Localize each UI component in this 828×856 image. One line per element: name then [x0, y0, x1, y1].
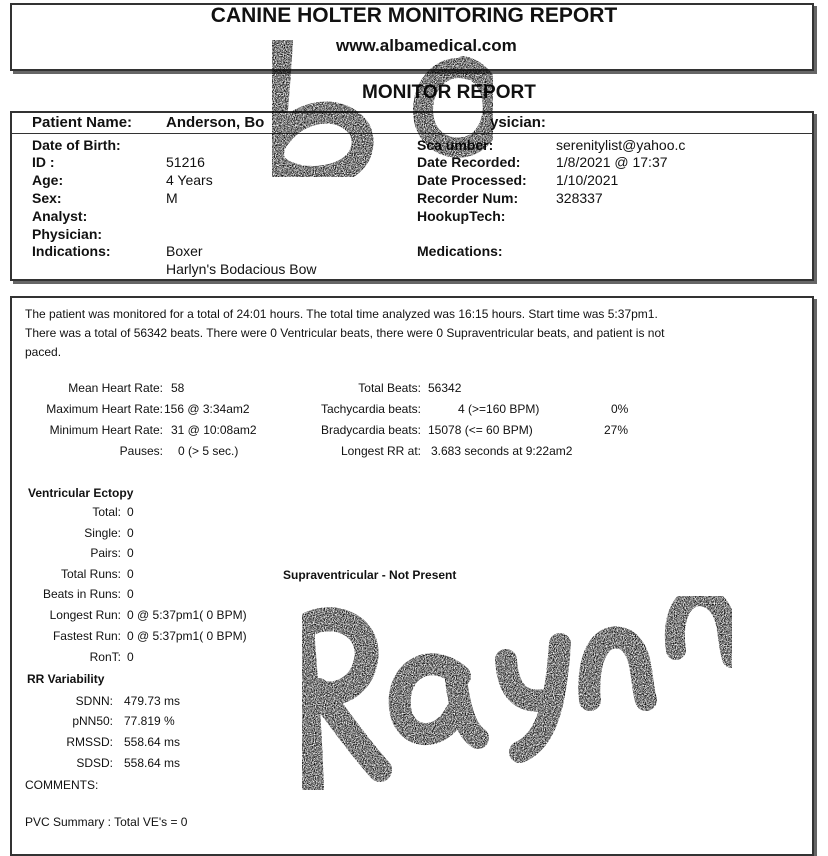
date-recorded-label: Date Recorded: — [417, 154, 521, 170]
date-recorded-value: 1/8/2021 @ 17:37 — [556, 154, 668, 170]
max-hr-value: 156 @ 3:34am2 — [164, 402, 250, 416]
ve-beats-in-runs-value: 0 — [127, 587, 134, 601]
recorder-num-label: Recorder Num: — [417, 190, 519, 206]
pauses-value: 0 (> 5 sec.) — [178, 444, 239, 458]
indications-value-breed: Boxer — [166, 243, 203, 259]
scribble-letter-R — [302, 619, 380, 790]
pnn50-value: 77.819 % — [124, 714, 175, 728]
dob-label: Date of Birth: — [32, 137, 121, 153]
longest-rr-value: 3.683 seconds at 9:22am2 — [431, 444, 573, 458]
ve-longest-run-value: 0 @ 5:37pm1( 0 BPM) — [127, 608, 247, 622]
total-beats-value: 56342 — [428, 381, 462, 395]
sdsd-value: 558.64 ms — [124, 756, 181, 770]
sdnn-value: 479.73 ms — [124, 694, 181, 708]
ve-total-runs-label: Total Runs: — [60, 567, 121, 581]
sex-label: Sex: — [32, 190, 62, 206]
summary-line-2: There was a total of 56342 beats. There were 0 Ventricular beats, there were 0 Supraventricular beats, and patient is not — [25, 326, 665, 340]
ve-fastest-run-label: Fastest Run: — [52, 629, 121, 643]
brady-percent: 27% — [604, 423, 629, 437]
analyst-label: Analyst: — [32, 208, 88, 224]
indications-value-name: Harlyn's Bodacious Bow — [166, 261, 317, 277]
rr-variability-heading: RR Variability — [27, 672, 105, 686]
report-subtitle: MONITOR REPORT — [362, 82, 536, 103]
scan-number-value: serenitylist@yahoo.c — [556, 137, 686, 153]
scribble-letter-n2 — [675, 596, 732, 658]
ref-physician-label: ysician: — [490, 114, 546, 131]
mean-hr-label: Mean Heart Rate: — [68, 381, 163, 395]
supraventricular-status: Supraventricular - Not Present — [283, 568, 457, 582]
pvc-summary: PVC Summary : Total VE's = 0 — [25, 815, 188, 829]
mean-hr-value: 58 — [171, 381, 185, 395]
ve-total-label: Total: — [92, 505, 121, 519]
website-url[interactable]: www.albamedical.com — [336, 36, 517, 55]
ve-fastest-run-value: 0 @ 5:37pm1( 0 BPM) — [127, 629, 247, 643]
ve-ront-label: RonT: — [89, 650, 121, 664]
id-label: ID : — [32, 154, 55, 170]
report-title: CANINE HOLTER MONITORING REPORT — [210, 4, 618, 27]
longest-rr-label: Longest RR at: — [340, 444, 421, 458]
physician-label: Physician: — [32, 226, 103, 242]
comments-label: COMMENTS: — [25, 778, 99, 792]
summary-line-1: The patient was monitored for a total of 24:01 hours. The total time analyzed was 16:15 hours. Start time was 5:37pm1. — [25, 307, 658, 321]
rmssd-value: 558.64 ms — [124, 735, 181, 749]
pauses-label: Pauses: — [119, 444, 163, 458]
pnn50-label: pNN50: — [72, 714, 113, 728]
sex-value: M — [166, 190, 178, 206]
patient-name-value: Anderson, Bo — [166, 114, 265, 131]
brady-value: 15078 (<= 60 BPM) — [428, 423, 533, 437]
ventricular-heading: Ventricular Ectopy — [28, 486, 134, 500]
age-value: 4 Years — [166, 172, 213, 188]
scribble-letter-a — [400, 664, 478, 738]
brady-label: Bradycardia beats: — [320, 423, 421, 437]
ve-pairs-value: 0 — [127, 546, 134, 560]
summary-line-3: paced. — [25, 345, 62, 359]
date-processed-label: Date Processed: — [417, 172, 527, 188]
ve-pairs-label: Pairs: — [90, 546, 121, 560]
recorder-num-value: 328337 — [556, 190, 603, 206]
min-hr-label: Minimum Heart Rate: — [49, 423, 163, 437]
max-hr-label: Maximum Heart Rate: — [46, 402, 163, 416]
ve-total-runs-value: 0 — [127, 567, 134, 581]
ve-longest-run-label: Longest Run: — [49, 608, 121, 622]
min-hr-value: 31 @ 10:08am2 — [171, 423, 257, 437]
medications-label: Medications: — [417, 243, 503, 259]
scan-number-label: Sca umber: — [417, 137, 494, 153]
age-label: Age: — [32, 172, 64, 188]
id-value: 51216 — [166, 154, 205, 170]
sdsd-label: SDSD: — [76, 756, 113, 770]
indications-label: Indications: — [32, 243, 111, 259]
total-beats-label: Total Beats: — [358, 381, 421, 395]
tachy-label: Tachycardia beats: — [320, 402, 421, 416]
scribble-letter-y — [506, 644, 560, 752]
ve-ront-value: 0 — [127, 650, 134, 664]
hookup-tech-label: HookupTech: — [417, 208, 506, 224]
scribble-letter-n1 — [589, 637, 646, 700]
tachy-value: 4 (>=160 BPM) — [458, 402, 540, 416]
ve-beats-in-runs-label: Beats in Runs: — [42, 587, 121, 601]
tachy-percent: 0% — [611, 402, 629, 416]
ve-total-value: 0 — [127, 505, 134, 519]
date-processed-value: 1/10/2021 — [556, 172, 619, 188]
rmssd-label: RMSSD: — [66, 735, 113, 749]
ve-single-label: Single: — [84, 526, 121, 540]
sdnn-label: SDNN: — [75, 694, 113, 708]
patient-name-label: Patient Name: — [32, 114, 133, 131]
ve-single-value: 0 — [127, 526, 134, 540]
